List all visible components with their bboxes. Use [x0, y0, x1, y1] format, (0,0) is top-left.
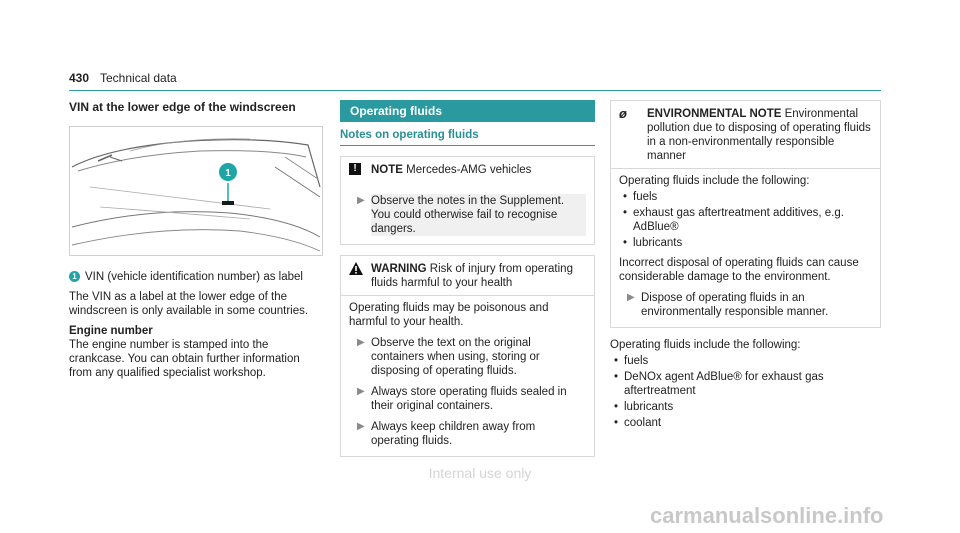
note-box: [340, 156, 595, 245]
fluids-bullet-text: lubricants: [624, 401, 674, 413]
warning-triangle-icon: [349, 262, 363, 290]
engine-number-heading: Engine number: [69, 325, 153, 337]
vin-column: [69, 100, 323, 380]
fluids-bullet: • coolant: [614, 417, 662, 429]
operating-fluids-banner: Operating fluids: [340, 100, 595, 122]
windscreen-figure: [69, 126, 323, 256]
subheading-rule: [340, 145, 595, 146]
env-bullet: • lubricants: [623, 237, 683, 249]
environmental-note-box: [610, 100, 881, 328]
header-rule: [69, 90, 881, 91]
fluids-column: [340, 100, 595, 457]
fluids-bullet: • fuels: [614, 355, 649, 367]
env-label: ENVIRONMENTAL NOTE: [647, 108, 782, 120]
fluids-bullet: • lubricants: [614, 401, 674, 413]
warning-label: WARNING: [371, 263, 427, 275]
engine-number-paragraph: The engine number is stamped into the crankcase. You can obtain further information from any qualified specialist workshop.: [69, 339, 300, 379]
env-title: Environmental pollution due to disposing of operating fluids in a non-environmentally responsible manner: [647, 108, 871, 162]
warning-step-text: Observe the text on the original containers when using, storing or disposing of operating fluids.: [371, 337, 540, 377]
warning-step: [349, 385, 586, 413]
step-arrow-icon: ▶: [357, 386, 365, 397]
section-title: Technical data: [100, 71, 177, 85]
vin-paragraph: The VIN as a label at the lower edge of the windscreen is only available in some countries.: [69, 291, 309, 317]
figure-caption: [69, 270, 323, 284]
caption-number-badge: 1: [69, 271, 80, 282]
note-step-text: Observe the notes in the Supplement. You could otherwise fail to recognise dangers.: [371, 194, 586, 236]
windscreen-illustration: [70, 127, 322, 255]
step-arrow-icon: ▶: [627, 292, 635, 303]
env-intro: Operating fluids include the following:: [619, 175, 810, 187]
caption-text: VIN (vehicle identification number) as label: [85, 271, 303, 283]
figure-callout: 1: [225, 168, 231, 179]
env-bullet-text: fuels: [633, 191, 658, 203]
warning-step-text: Always store operating fluids sealed in their original containers.: [371, 386, 567, 412]
internal-use-watermark: Internal use only: [428, 465, 532, 481]
warning-title: Risk of injury from operating fluids harmful to your health: [371, 263, 573, 289]
step-arrow-icon: ▶: [357, 195, 365, 206]
fluids-bullet-text: DeNOx agent AdBlue® for exhaust gas aftertreatment: [624, 371, 824, 397]
env-bullet: • fuels: [623, 191, 658, 203]
notes-subheading: Notes on operating fluids: [340, 129, 479, 141]
env-paragraph: Incorrect disposal of operating fluids can cause considerable damage to the environment.: [619, 257, 859, 283]
warning-step-text: Always keep children away from operating fluids.: [371, 421, 536, 447]
warning-intro: Operating fluids may be poisonous and harmful to your health.: [349, 302, 549, 328]
fluids-bullet-text: fuels: [624, 355, 649, 367]
env-step-text: Dispose of operating fluids in an environmentally responsible manner.: [641, 292, 829, 318]
vin-heading: VIN at the lower edge of the windscreen: [69, 100, 296, 114]
env-bullet: • exhaust gas aftertreatment additives, e.g. AdBlue®: [619, 206, 872, 234]
page-number: 430: [69, 71, 90, 85]
note-exclamation-icon: !: [349, 163, 361, 175]
warning-step: [349, 336, 586, 378]
fluids-list-intro: Operating fluids include the following:: [610, 339, 801, 351]
env-bullet-text: exhaust gas aftertreatment additives, e.g. AdBlue®: [633, 207, 844, 233]
fluids-bullet-text: coolant: [624, 417, 662, 429]
warning-step: [349, 420, 586, 448]
env-bullet-text: lubricants: [633, 237, 683, 249]
environment-icon: ø: [619, 106, 627, 121]
warning-box: [340, 255, 595, 457]
step-arrow-icon: ▶: [357, 421, 365, 432]
step-arrow-icon: ▶: [357, 337, 365, 348]
note-step: [349, 194, 586, 236]
env-step: [619, 291, 872, 319]
environment-column: [610, 100, 881, 430]
site-watermark-logo: carmanualsonline.info: [650, 503, 884, 528]
note-title: Mercedes-AMG vehicles: [406, 164, 532, 176]
fluids-bullet: • DeNOx agent AdBlue® for exhaust gas aftertreatment: [610, 370, 881, 398]
note-label: NOTE: [371, 164, 403, 176]
